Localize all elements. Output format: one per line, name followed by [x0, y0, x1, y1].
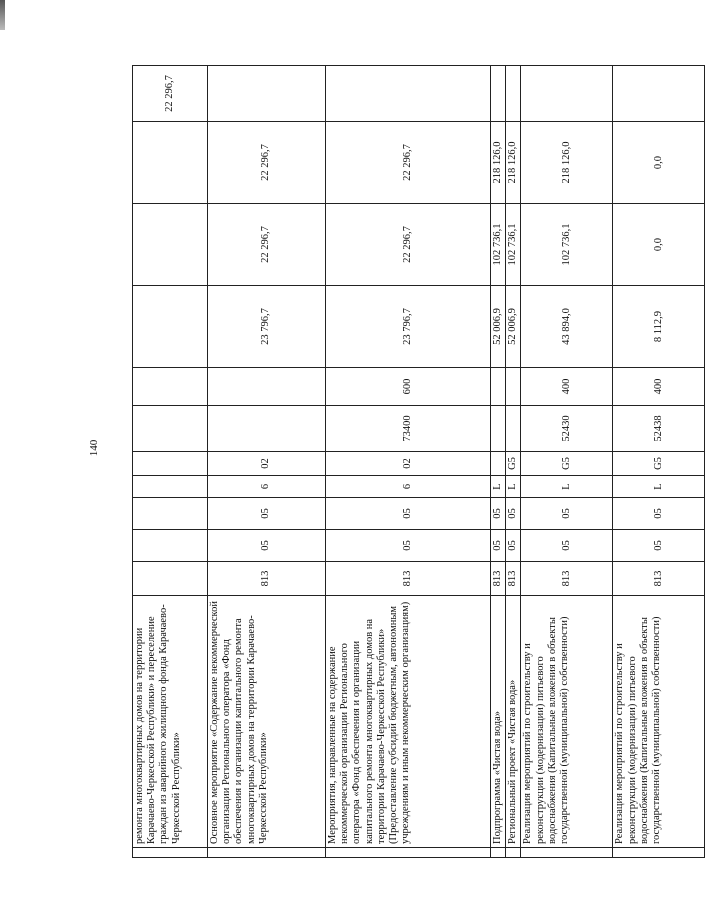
grbs-code: 813 — [491, 562, 506, 596]
table-row — [133, 66, 208, 858]
table-row — [326, 66, 491, 858]
csr-code-3 — [133, 406, 208, 452]
csr-code-1: L — [491, 476, 506, 498]
table-row — [613, 66, 705, 858]
amount-2: 102 736,1 — [506, 204, 521, 286]
csr-code-2 — [491, 452, 506, 476]
row-name: Региональный проект «Чистая вода» — [506, 596, 521, 848]
row-name: Мероприятия, направленные на содержание некоммерческой организации Регионального оператора «Фонд обеспечения и организации капитального ремонта многоквартирных домов на территории Карачаево-Черкесской Республики» (Предоставление субсидий бюджетным, автономным учреждениям и иным некоммерческим организациям) — [326, 596, 491, 848]
amount-3 — [133, 122, 208, 204]
amount-1: 43 894,0 — [521, 286, 613, 368]
csr-code-1: 6 — [208, 476, 326, 498]
csr-code-3: 52438 — [613, 406, 705, 452]
amount-4 — [491, 66, 506, 122]
amount-1: 23 796,7 — [326, 286, 491, 368]
rz-code: 05 — [613, 530, 705, 562]
vr-code: 400 — [521, 368, 613, 406]
amount-2: 22 296,7 — [326, 204, 491, 286]
amount-3: 218 126,0 — [506, 122, 521, 204]
amount-1: 52 006,9 — [506, 286, 521, 368]
spacer — [613, 848, 705, 858]
grbs-code: 813 — [521, 562, 613, 596]
pr-code: 05 — [613, 498, 705, 530]
csr-code-3 — [208, 406, 326, 452]
rz-code: 05 — [208, 530, 326, 562]
grbs-code — [133, 562, 208, 596]
csr-code-2: 02 — [326, 452, 491, 476]
amount-2: 22 296,7 — [208, 204, 326, 286]
amount-1: 52 006,9 — [491, 286, 506, 368]
pr-code: 05 — [491, 498, 506, 530]
table-row — [491, 66, 506, 858]
page-number: 140 — [88, 439, 100, 457]
table-row — [208, 66, 326, 858]
amount-4: 22 296,7 — [133, 66, 208, 122]
grbs-code: 813 — [208, 562, 326, 596]
row-name: Основное мероприятие «Содержание некоммерческой организации Регионального оператора «Фонд обеспечения и организации капитального ремонта многоквартирных домов на территории Карачаево-Черкесской Республики» — [208, 596, 326, 848]
amount-4 — [613, 66, 705, 122]
pr-code: 05 — [506, 498, 521, 530]
grbs-code: 813 — [326, 562, 491, 596]
csr-code-1: L — [521, 476, 613, 498]
amount-3: 218 126,0 — [491, 122, 506, 204]
amount-2: 102 736,1 — [521, 204, 613, 286]
table-row — [506, 66, 521, 858]
spacer — [521, 848, 613, 858]
amount-2 — [133, 204, 208, 286]
budget-table-rotated — [132, 66, 664, 858]
table-row — [521, 66, 613, 858]
pr-code — [133, 498, 208, 530]
rz-code: 05 — [506, 530, 521, 562]
csr-code-1: L — [506, 476, 521, 498]
row-name: Реализация мероприятий по строительству и реконструкции (модернизации) питьевого водоснабжения (Капитальные вложения в объекты государственной (муниципальной) собственности) — [613, 596, 705, 848]
spacer — [506, 848, 521, 858]
spacer — [133, 848, 208, 858]
csr-code-2 — [133, 452, 208, 476]
csr-code-1 — [133, 476, 208, 498]
vr-code: 400 — [613, 368, 705, 406]
spacer — [326, 848, 491, 858]
spacer — [491, 848, 506, 858]
budget-table — [132, 65, 705, 858]
amount-4 — [521, 66, 613, 122]
vr-code — [491, 368, 506, 406]
csr-code-2: G5 — [613, 452, 705, 476]
amount-2: 102 736,1 — [491, 204, 506, 286]
csr-code-3 — [491, 406, 506, 452]
rz-code: 05 — [326, 530, 491, 562]
rz-code: 05 — [521, 530, 613, 562]
row-name: Реализация мероприятий по строительству и реконструкции (модернизации) питьевого водоснабжения (Капитальные вложения в объекты государственной (муниципальной) собственности) — [521, 596, 613, 848]
amount-1: 23 796,7 — [208, 286, 326, 368]
amount-3: 0,0 — [613, 122, 705, 204]
amount-1 — [133, 286, 208, 368]
amount-1: 8 112,9 — [613, 286, 705, 368]
rz-code — [133, 530, 208, 562]
row-name: ремонта многоквартирных домов на территории Карачаево-Черкесской Республики» и переселение граждан из аварийного жилищного фонда Карачаево-Черкесской Республики» — [133, 596, 208, 848]
amount-4 — [506, 66, 521, 122]
grbs-code: 813 — [506, 562, 521, 596]
pr-code: 05 — [326, 498, 491, 530]
vr-code: 600 — [326, 368, 491, 406]
csr-code-1: 6 — [326, 476, 491, 498]
row-name: Подпрограмма «Чистая вода» — [491, 596, 506, 848]
scan-edge-shadow — [0, 0, 5, 30]
amount-3: 218 126,0 — [521, 122, 613, 204]
csr-code-1: L — [613, 476, 705, 498]
grbs-code: 813 — [613, 562, 705, 596]
csr-code-3: 73400 — [326, 406, 491, 452]
amount-4 — [326, 66, 491, 122]
amount-2: 0,0 — [613, 204, 705, 286]
rz-code: 05 — [491, 530, 506, 562]
csr-code-3: 52430 — [521, 406, 613, 452]
vr-code — [208, 368, 326, 406]
amount-3: 22 296,7 — [326, 122, 491, 204]
amount-4 — [208, 66, 326, 122]
pr-code: 05 — [208, 498, 326, 530]
pr-code: 05 — [521, 498, 613, 530]
vr-code — [506, 368, 521, 406]
csr-code-3 — [506, 406, 521, 452]
csr-code-2: G5 — [521, 452, 613, 476]
csr-code-2: G5 — [506, 452, 521, 476]
csr-code-2: 02 — [208, 452, 326, 476]
amount-3: 22 296,7 — [208, 122, 326, 204]
vr-code — [133, 368, 208, 406]
spacer — [208, 848, 326, 858]
